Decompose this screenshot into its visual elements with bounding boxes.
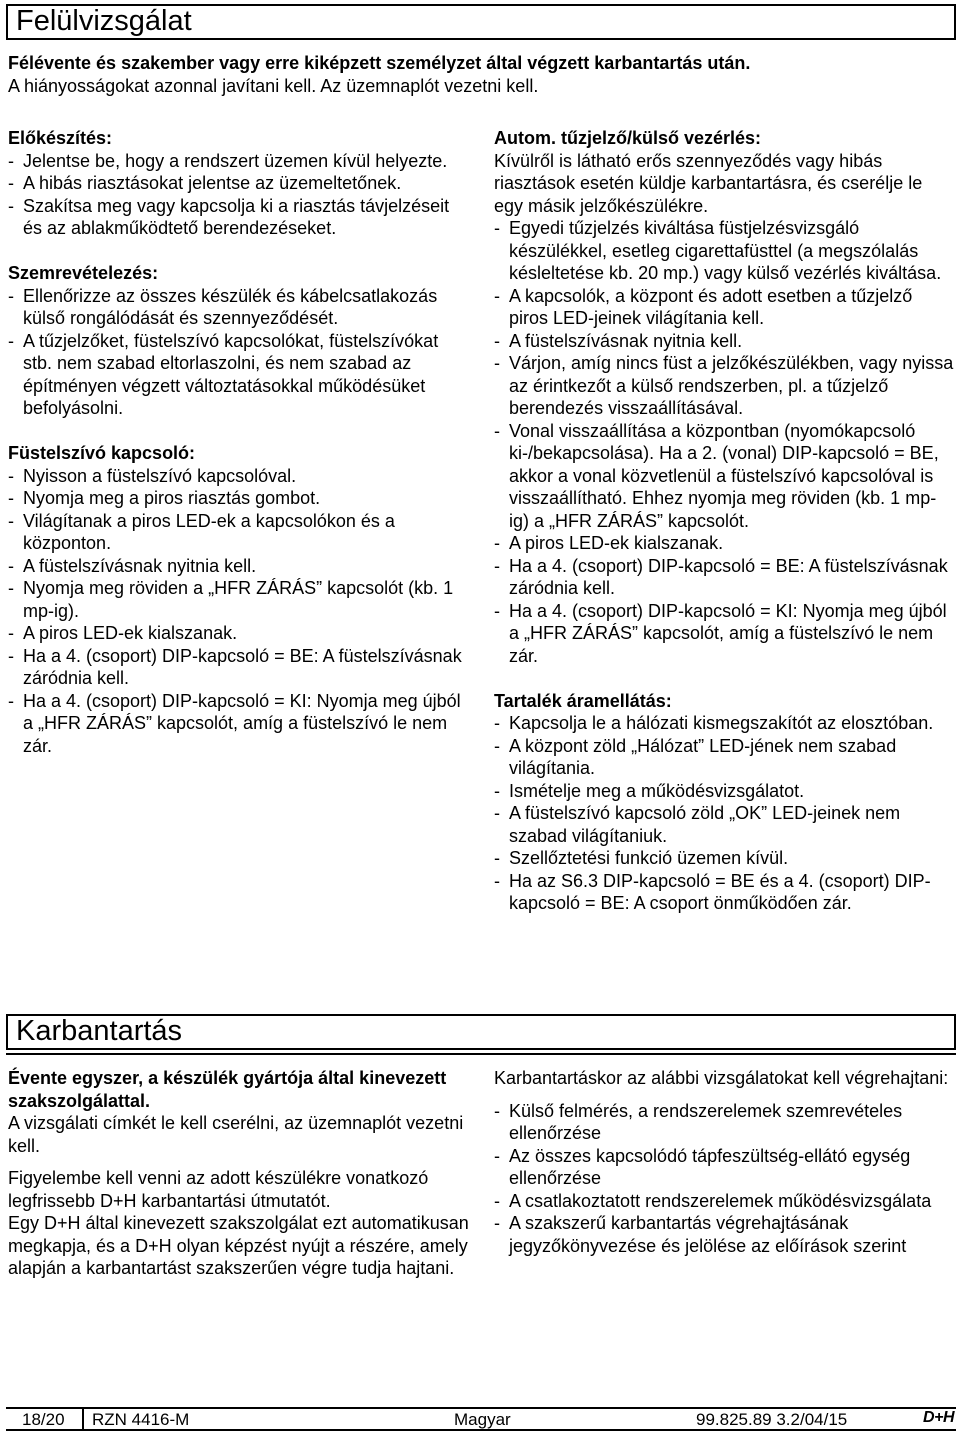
section-title-felulvizsgalat: Felülvizsgálat xyxy=(6,4,956,40)
list-item: - Ismételje meg a működésvizsgálatot. xyxy=(494,780,956,803)
list-item: - A füstelszívó kapcsoló zöld „OK” LED-jeinek nem szabad világítaniuk. xyxy=(494,802,956,847)
page-footer xyxy=(6,1407,956,1431)
list-item: - Szakítsa meg vagy kapcsolja ki a riasztás távjelzéseit és az ablakműködtető berendezéseket. xyxy=(8,195,470,240)
maintenance-text-1: A vizsgálati címkét le kell cserélni, az üzemnaplót vezetni kell. xyxy=(8,1113,464,1156)
inspection-list xyxy=(8,285,470,420)
list-item: - Ellenőrizze az összes készülék és kábelcsatlakozás külső rongálódását és szennyeződését. xyxy=(8,285,470,330)
list-item: - Nyomja meg röviden a „HFR ZÁRÁS” kapcsolót (kb. 1 mp-ig). xyxy=(8,577,470,622)
maintenance-left xyxy=(8,1067,470,1280)
section-title-karbantartas: Karbantartás xyxy=(6,1014,956,1050)
switch-heading: Füstelszívó kapcsoló: xyxy=(8,443,196,463)
prep-heading: Előkészítés: xyxy=(8,128,113,148)
list-item: - Jelentse be, hogy a rendszert üzemen kívül helyezte. xyxy=(8,150,470,173)
list-item: - Egyedi tűzjelzés kiváltása füstjelzésvizsgáló készülékkel, esetleg cigarettafüsttel (a megszólalás késleltetése kb. 20 mp.) vagy külső vezérlés kiváltása. xyxy=(494,217,956,285)
list-item: - Nyomja meg a piros riasztás gombot. xyxy=(8,487,470,510)
list-item: - A csatlakoztatott rendszerelemek működésvizsgálata xyxy=(494,1190,956,1213)
language-label: Magyar xyxy=(454,1410,511,1429)
list-item: - Ha az S6.3 DIP-kapcsoló = BE és a 4. (csoport) DIP-kapcsoló = BE: A csoport önműködően zár. xyxy=(494,870,956,915)
page-number: 18/20 xyxy=(22,1410,65,1429)
list-item: - A központ zöld „Hálózat” LED-jének nem szabad világítania. xyxy=(494,735,956,780)
list-item: - Külső felmérés, a rendszerelemek szemrevételes ellenőrzése xyxy=(494,1100,956,1145)
intro-text: A hiányosságokat azonnal javítani kell. Az üzemnaplót vezetni kell. xyxy=(8,75,539,96)
intro-bold-text: Félévente és szakember vagy erre kiképzett személyzet által végzett karbantartás után. xyxy=(8,53,751,73)
list-item: - Nyisson a füstelszívó kapcsolóval. xyxy=(8,465,470,488)
list-item: - Várjon, amíg nincs füst a jelzőkészülékben, vagy nyissa az érintkezőt a külső rendszerben, pl. a tűzjelző berendezés visszaállításával. xyxy=(494,352,956,420)
maintenance-text-3: Egy D+H által kinevezett szakszolgálat ezt automatikusan megkapja, és a D+H olyan képzést nyújt a részére, amely alapján a karbantartást szakszerűen végre tudja hajtani. xyxy=(8,1213,469,1278)
list-item: - Az összes kapcsolódó tápfeszültség-ellátó egység ellenőrzése xyxy=(494,1145,956,1190)
backup-list xyxy=(494,712,956,915)
maintenance-bold-text: Évente egyszer, a készülék gyártója által kinevezett szakszolgálattal. xyxy=(8,1068,447,1111)
list-item: - A füstelszívásnak nyitnia kell. xyxy=(494,330,956,353)
auto-list xyxy=(494,217,956,667)
list-item: - Vonal visszaállítása a központban (nyomókapcsoló ki-/bekapcsolása). Ha a 2. (vonal) DIP-kapcsoló = BE, akkor a vonal közvetlenül a füstelszívó kapcsolóval is visszaállítható. Ehhez nyomja meg röviden (kb. 1 mp-ig) a „HFR ZÁRÁS” kapcsolót. xyxy=(494,420,956,533)
backup-heading: Tartalék áramellátás: xyxy=(494,690,672,711)
list-item: - A piros LED-ek kialszanak. xyxy=(494,532,956,555)
list-item: - A piros LED-ek kialszanak. xyxy=(8,622,470,645)
list-item: - Ha a 4. (csoport) DIP-kapcsoló = BE: A füstelszívásnak záródnia kell. xyxy=(8,645,470,690)
document-code: RZN 4416-M xyxy=(92,1410,190,1429)
list-item: - A hibás riasztásokat jelentse az üzemeltetőnek. xyxy=(8,172,470,195)
inspection-heading: Szemrevételezés: xyxy=(8,263,159,283)
section1-intro xyxy=(8,52,953,97)
list-item: - Ha a 4. (csoport) DIP-kapcsoló = KI: Nyomja meg újból a „HFR ZÁRÁS” kapcsolót, amíg a füstelszívó le nem zár. xyxy=(494,600,956,668)
list-item: - A kapcsolók, a központ és adott esetben a tűzjelző piros LED-jeinek világítania kell. xyxy=(494,285,956,330)
list-item: - Ha a 4. (csoport) DIP-kapcsoló = BE: A füstelszívásnak záródnia kell. xyxy=(494,555,956,600)
maintenance-list xyxy=(494,1100,956,1258)
auto-heading: Autom. tűzjelző/külső vezérlés: xyxy=(494,128,762,148)
maintenance-intro: Karbantartáskor az alábbi vizsgálatokat kell végrehajtani: xyxy=(494,1068,949,1088)
section-divider xyxy=(6,1053,956,1055)
list-item: - A füstelszívásnak nyitnia kell. xyxy=(8,555,470,578)
version-code: 99.825.89 3.2/04/15 xyxy=(696,1410,848,1429)
list-item: - Kapcsolja le a hálózati kismegszakítót az elosztóban. xyxy=(494,712,956,735)
list-item: - Világítanak a piros LED-ek a kapcsolókon és a központon. xyxy=(8,510,470,555)
prep-list xyxy=(8,150,470,240)
left-column-inspection xyxy=(8,127,470,757)
list-item: - A tűzjelzőket, füstelszívó kapcsolókat, füstelszívókat stb. nem szabad eltorlaszolni, és nem szabad az építményen végzett változtatásokkal működésüket befolyásolni. xyxy=(8,330,470,420)
dh-logo: D+H xyxy=(923,1409,954,1426)
list-item: - A szakszerű karbantartás végrehajtásának jegyzőkönyvezése és jelölése az előírások szerint xyxy=(494,1212,956,1257)
list-item: - Ha a 4. (csoport) DIP-kapcsoló = KI: Nyomja meg újból a „HFR ZÁRÁS” kapcsolót, amíg a füstelszívó le nem zár. xyxy=(8,690,470,758)
footer-separator xyxy=(82,1409,84,1429)
auto-text: Kívülről is látható erős szennyeződés vagy hibás riasztások esetén küldje karbantartásra, és cserélje le egy másik jelzőkészülékre. xyxy=(494,150,923,216)
maintenance-text-2: Figyelembe kell venni az adott készülékre vonatkozó legfrissebb D+H karbantartási útmutatót. xyxy=(8,1168,429,1211)
switch-list xyxy=(8,465,470,758)
maintenance-right xyxy=(494,1067,956,1257)
right-column-inspection xyxy=(494,127,956,915)
list-item: - Szellőztetési funkció üzemen kívül. xyxy=(494,847,956,870)
